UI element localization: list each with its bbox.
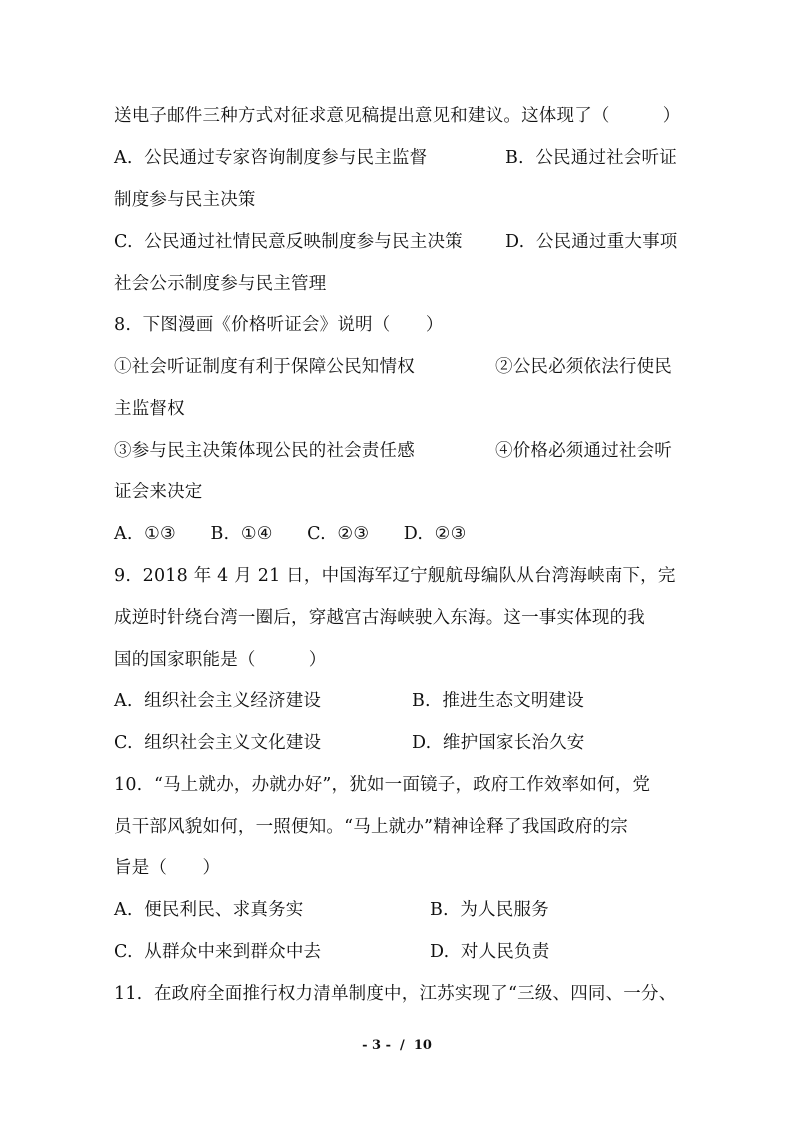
question-7-option-c: C. 公民通过社情民意反映制度参与民主决策 [114, 232, 463, 252]
page-number: - 3 - / 10 [362, 1038, 432, 1053]
question-9-stem-line-2: 成逆时针绕台湾一圈后，穿越宫古海峡驶入东海。这一事实体现的我 [114, 608, 645, 628]
question-7-stem-continued: 送电子邮件三种方式对征求意见稿提出意见和建议。这体现了（ ） [114, 106, 681, 126]
question-8-options: A. ①③ B. ①④ C. ②③ D. ②③ [114, 524, 467, 544]
question-10-option-c: C. 从群众中来到群众中去 [114, 942, 322, 962]
question-10-option-a: A. 便民利民、求真务实 [114, 900, 304, 920]
question-7-option-d-continued: 社会公示制度参与民主管理 [114, 274, 327, 294]
question-8-statement-2-continued: 主监督权 [114, 399, 185, 419]
question-8-statement-3: ③参与民主决策体现公民的社会责任感 [114, 441, 415, 461]
question-8-statement-1: ①社会听证制度有利于保障公民知情权 [114, 357, 415, 377]
question-10-stem-line-1: 10. “马上就办，办就办好”，犹如一面镜子，政府工作效率如何，党 [114, 775, 651, 795]
question-10-option-d: D. 对人民负责 [430, 942, 550, 962]
question-8-stem: 8. 下图漫画《价格听证会》说明（ ） [114, 315, 444, 335]
question-8-statement-4-continued: 证会来决定 [114, 482, 203, 502]
question-10-stem-line-2: 员干部风貌如何，一照便知。“马上就办”精神诠释了我国政府的宗 [114, 817, 628, 837]
question-9-option-a: A. 组织社会主义经济建设 [114, 691, 322, 711]
question-9-stem-line-3: 国的国家职能是（ ） [114, 650, 327, 670]
question-10-stem-line-3: 旨是（ ） [114, 858, 221, 878]
question-10-option-b: B. 为人民服务 [430, 900, 549, 920]
question-7-option-d: D. 公民通过重大事项 [505, 232, 678, 252]
question-9-stem-line-1: 9. 2018 年 4 月 21 日，中国海军辽宁舰航母编队从台湾海峡南下，完 [114, 566, 676, 586]
question-8-statement-2: ②公民必须依法行使民 [495, 357, 672, 377]
question-7-option-a: A. 公民通过专家咨询制度参与民主监督 [114, 148, 428, 168]
question-8-statement-4: ④价格必须通过社会听 [495, 441, 672, 461]
question-9-option-b: B. 推进生态文明建设 [412, 691, 584, 711]
question-9-option-c: C. 组织社会主义文化建设 [114, 733, 322, 753]
question-11-stem-line-1: 11. 在政府全面推行权力清单制度中，江苏实现了“三级、四同、一分、 [114, 984, 677, 1004]
question-7-option-b: B. 公民通过社会听证 [505, 148, 677, 168]
question-7-option-b-continued: 制度参与民主决策 [114, 190, 256, 210]
question-9-option-d: D. 维护国家长治久安 [412, 733, 585, 753]
